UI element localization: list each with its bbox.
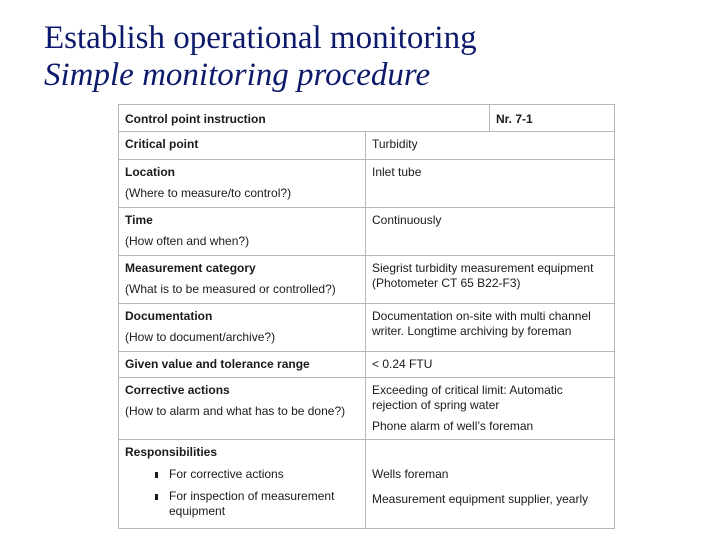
row-label: Documentation [125, 309, 213, 323]
row-value-cell [366, 378, 615, 439]
bullet-text: For corrective actions [169, 467, 284, 481]
row-label-cell [118, 160, 366, 207]
row-label-cell [118, 256, 366, 303]
row-label-cell [118, 208, 366, 255]
row-value-line: writer. Longtime archiving by foreman [372, 324, 572, 338]
table-row [118, 440, 615, 529]
table-row [118, 352, 615, 378]
row-value: Inlet tube [366, 160, 615, 207]
row-value-cell [366, 256, 615, 303]
table-row [118, 256, 615, 304]
row-sublabel: (What is to be measured or controlled?) [125, 282, 336, 296]
row-sublabel: (How to alarm and what has to be done?) [125, 404, 346, 418]
row-value-line: Exceeding of critical limit: Automatic [372, 383, 563, 397]
table-row [118, 378, 615, 440]
row-value: Continuously [366, 208, 615, 255]
row-label: Corrective actions [125, 383, 230, 397]
row-label: Location [125, 165, 175, 179]
row-label: Measurement category [125, 261, 256, 275]
row-value-cell [366, 304, 615, 351]
row-value-line: Measurement equipment supplier, yearly [372, 492, 589, 506]
table-row [118, 208, 615, 256]
row-value-line: Wells foreman [372, 467, 449, 481]
row-value: < 0.24 FTU [366, 352, 615, 377]
bullet-text: equipment [169, 504, 226, 518]
row-value: Turbidity [366, 132, 615, 159]
row-label-cell [118, 440, 366, 528]
row-sublabel: (How to document/archive?) [125, 330, 276, 344]
row-value-line: rejection of spring water [372, 398, 500, 412]
row-label: Responsibilities [125, 445, 218, 459]
row-label-cell [118, 378, 366, 439]
row-value-line: (Photometer CT 65 B22-F3) [372, 276, 521, 290]
header-label: Control point instruction [118, 105, 490, 131]
row-label: Time [125, 213, 153, 227]
bullet-icon [155, 472, 158, 478]
bullet-item [125, 489, 365, 519]
bullet-text: For inspection of measurement [169, 489, 335, 503]
table-row [118, 160, 615, 208]
row-value-line: Siegrist turbidity measurement equipment [372, 261, 594, 275]
row-label: Given value and tolerance range [118, 352, 366, 377]
row-label-cell [118, 304, 366, 351]
bullet-icon [155, 494, 158, 500]
slide-title: Establish operational monitoring [44, 20, 477, 56]
row-sublabel: (Where to measure/to control?) [125, 186, 292, 200]
bullet-item [125, 467, 365, 482]
row-label: Critical point [118, 132, 366, 159]
slide-subtitle: Simple monitoring procedure [44, 57, 431, 93]
table-row [118, 132, 615, 160]
row-sublabel: (How often and when?) [125, 234, 250, 248]
control-point-table [118, 104, 615, 529]
row-value-line: Documentation on-site with multi channel [372, 309, 591, 323]
table-row [118, 304, 615, 352]
table-header-row [118, 104, 615, 132]
slide-title-block [44, 20, 477, 94]
row-value-cell [366, 440, 615, 528]
row-value-line: Phone alarm of well’s foreman [372, 419, 534, 433]
header-number: Nr. 7-1 [490, 105, 615, 131]
